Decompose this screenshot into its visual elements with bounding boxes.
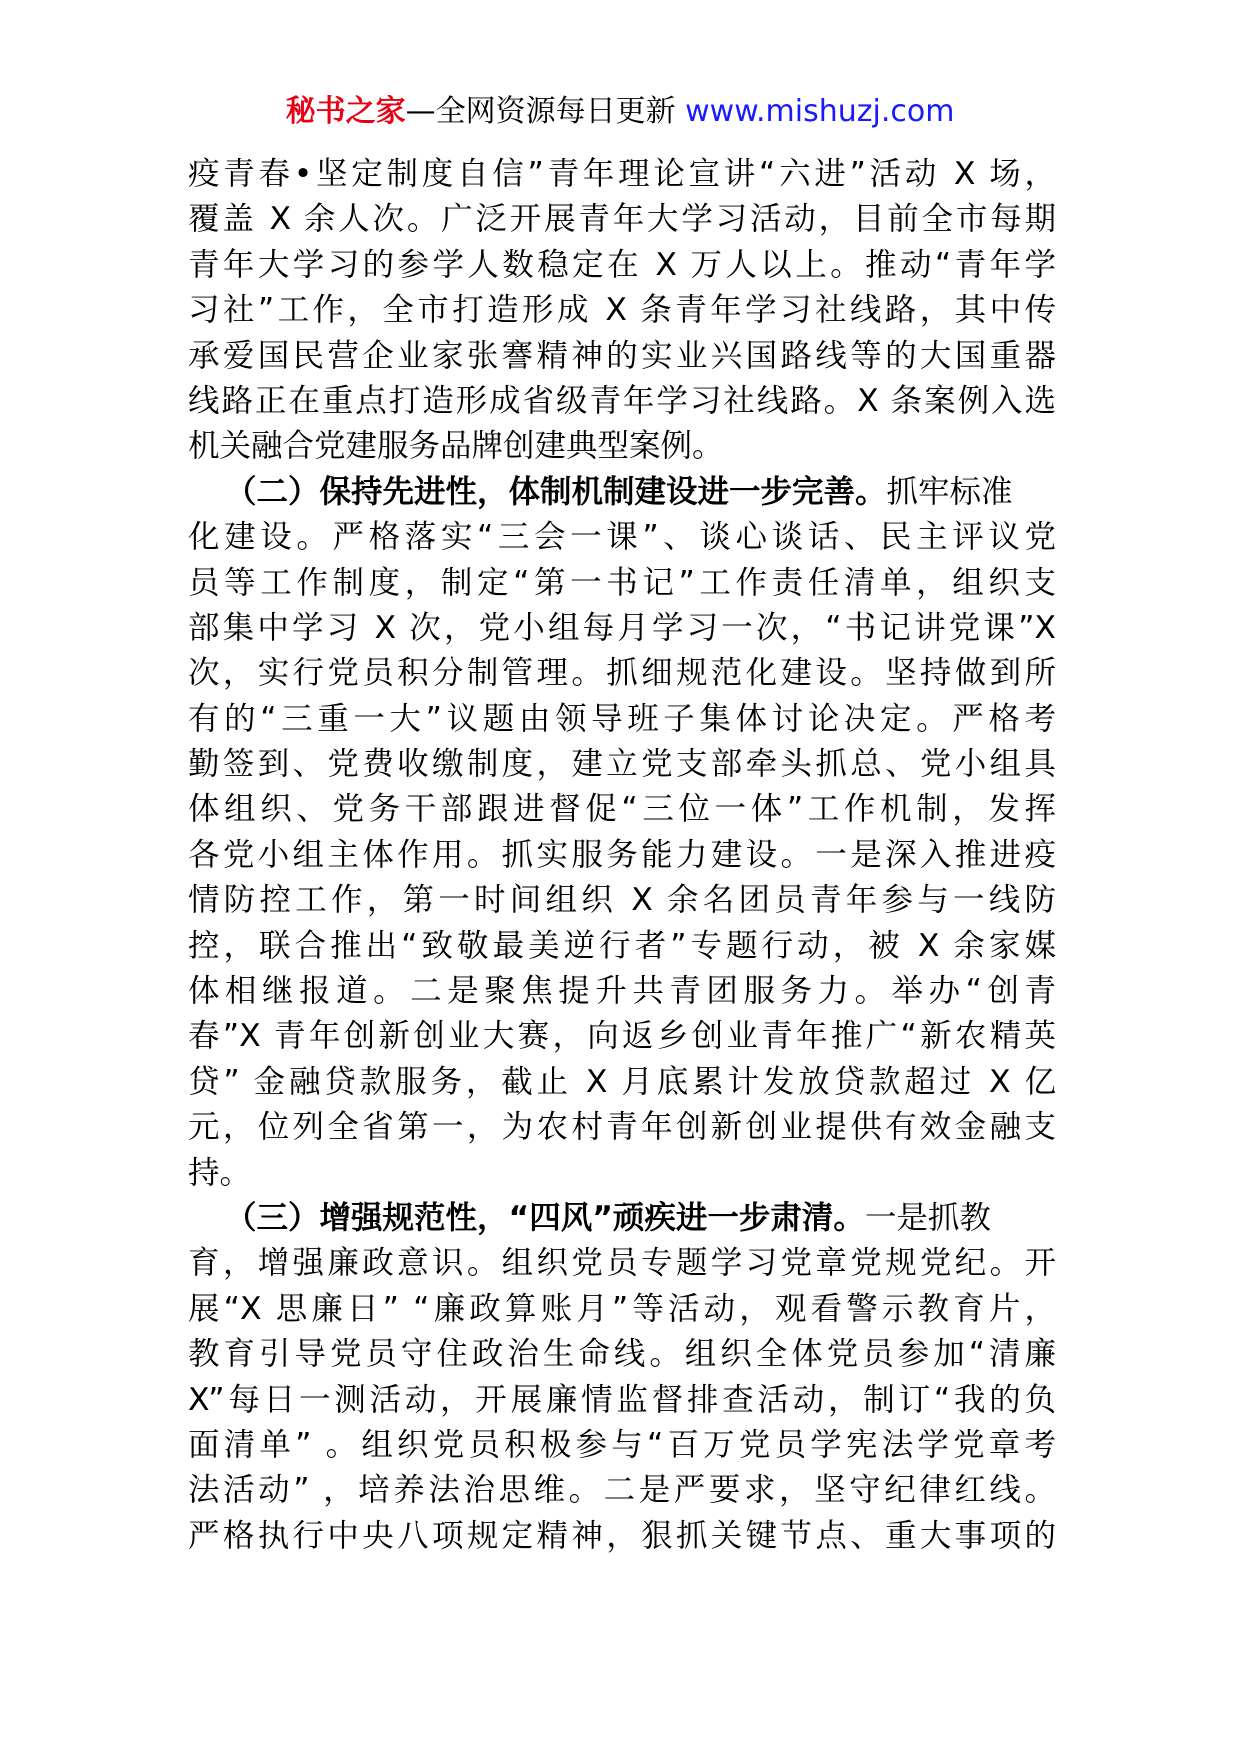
text-line: 持。 — [188, 1154, 252, 1191]
text-line: 承爱国民营企业家张謇精神的实业兴国路线等的大国重器 — [188, 337, 1056, 374]
text-line: 化建设。严格落实“三会一课”、谈心谈话、民主评议党 — [188, 519, 1056, 556]
text-line: 春”X 青年创新创业大赛，向返乡创业青年推广“新农精英 — [188, 1018, 1056, 1055]
site-tagline: —全网资源每日更新 — [405, 94, 686, 129]
heading-line-rest: 抓牢标准 — [886, 473, 1013, 510]
section-heading-line — [188, 1196, 1056, 1241]
text-line: 覆盖 X 余人次。广泛开展青年大学习活动，目前全市每期 — [188, 201, 1056, 238]
text-line: 法活动” ，培养法治思维。二是严要求，坚守纪律红线。 — [188, 1472, 1056, 1509]
text-line: 元，位列全省第一，为农村青年创新创业提供有效金融支 — [188, 1109, 1056, 1146]
text-line: 教育引导党员守住政治生命线。组织全体党员参加“清廉 — [188, 1336, 1056, 1373]
text-line: 严格执行中央八项规定精神，狠抓关键节点、重大事项的 — [188, 1517, 1056, 1554]
section-heading-line — [188, 470, 1056, 515]
text-line: 面清单” 。组织党员积极参与“百万党员学宪法学党章考 — [188, 1426, 1056, 1463]
text-line: 控，联合推出“致敬最美逆行者”专题行动，被 X 余家媒 — [188, 927, 1056, 964]
section-heading: （三）增强规范性，“四风”顽疾进一步肃清。 — [225, 1199, 865, 1236]
text-line: 机关融合党建服务品牌创建典型案例。 — [188, 428, 724, 465]
text-line: 疫青春•坚定制度自信”青年理论宣讲“六进”活动 X 场， — [188, 156, 1056, 192]
site-brand: 秘书之家 — [285, 94, 406, 129]
text-line: 线路正在重点打造形成省级青年学习社线路。X 条案例入选 — [188, 382, 1056, 419]
text-line: 有的“三重一大”议题由领导班子集体讨论决定。严格考 — [188, 700, 1056, 737]
text-line: X”每日一测活动，开展廉情监督排查活动，制订“我的负 — [188, 1381, 1056, 1418]
section-heading: （二）保持先进性，体制机制建设进一步完善。 — [225, 473, 887, 510]
text-line: 次，实行党员积分制管理。抓细规范化建设。坚持做到所 — [188, 655, 1056, 692]
text-line: 勤签到、党费收缴制度，建立党支部牵头抓总、党小组具 — [188, 746, 1056, 783]
text-line: 青年大学习的参学人数稳定在 X 万人以上。推动“青年学 — [188, 246, 1056, 283]
text-line: 体相继报道。二是聚焦提升共青团服务力。举办“创青 — [188, 973, 1056, 1010]
text-line: 体组织、党务干部跟进督促“三位一体”工作机制，发挥 — [188, 791, 1056, 828]
text-line: 育，增强廉政意识。组织党员专题学习党章党规党纪。开 — [188, 1245, 1056, 1282]
text-line: 习社”工作，全市打造形成 X 条青年学习社线路，其中传 — [188, 292, 1056, 329]
heading-line-rest: 一是抓教 — [864, 1199, 991, 1236]
site-header — [0, 92, 1240, 132]
text-line: 情防控工作，第一时间组织 X 余名团员青年参与一线防 — [188, 882, 1056, 919]
text-line: 部集中学习 X 次，党小组每月学习一次，“书记讲党课”X — [188, 609, 1056, 646]
text-line: 展“X 思廉日” “廉政算账月”等活动，观看警示教育片， — [188, 1290, 1056, 1327]
text-line: 员等工作制度，制定“第一书记”工作责任清单，组织支 — [188, 564, 1056, 601]
text-line: 贷” 金融贷款服务，截止 X 月底累计发放贷款超过 X 亿 — [188, 1063, 1056, 1100]
site-url-link[interactable]: www.mishuzj.com — [685, 94, 955, 129]
document-body — [188, 152, 1056, 1559]
text-line: 各党小组主体作用。抓实服务能力建设。一是深入推进疫 — [188, 836, 1056, 873]
